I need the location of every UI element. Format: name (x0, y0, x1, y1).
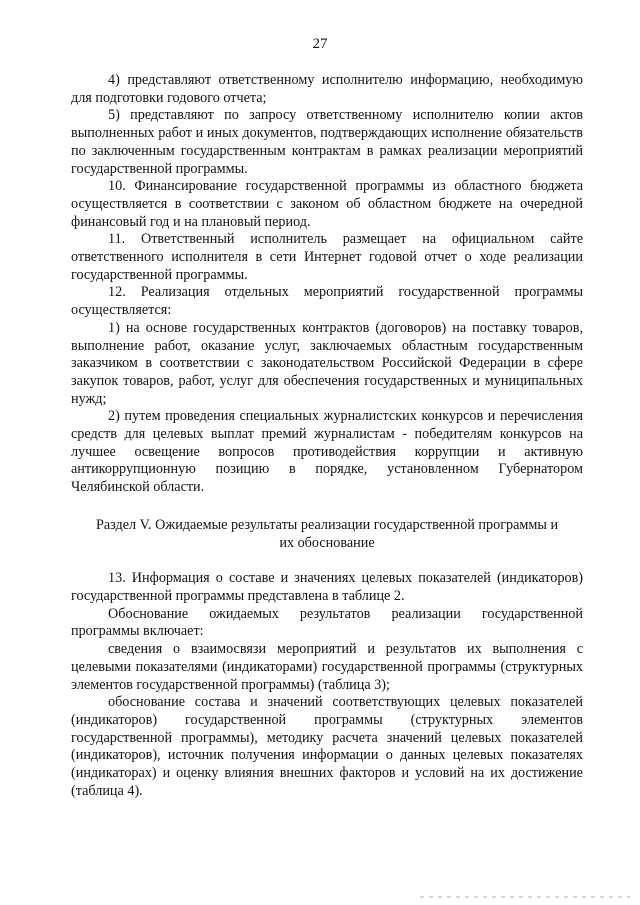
paragraph-clause-10: 10. Финансирование государственной программы из областного бюджета осуществляется в соответствии с законом об областном бюджете на очередной финансовый год и на плановый период. (71, 178, 583, 230)
paragraph-justification-intro: Обоснование ожидаемых результатов реализации государственной программы включает: (71, 605, 583, 640)
paragraph-justification-table-4: обоснование состава и значений соответствующих целевых показателей (индикаторов) государственной программы (структурных элементов государственной программы), методику расчета значений целевых показателей (индикаторов), источник получения информации о данных целевых показателях (индикаторах) и оценку влияния внешних факторов и условий на их достижение (таблица 4). (71, 694, 583, 799)
scan-artifact-line (420, 896, 630, 898)
paragraph-clause-13: 13. Информация о составе и значениях целевых показателей (индикаторов) государственной программы представлена в таблице 2. (71, 570, 583, 604)
section-title: Раздел V. Ожидаемые результаты реализации государственной программы и их обоснование (95, 516, 559, 551)
paragraph-clause-12-item-1: 1) на основе государственных контрактов (договоров) на поставку товаров, выполнение работ, оказание услуг, заключаемых областным государственным заказчиком в соответствии с законодательством Российской Федерации в сфере закупок товаров, работ, услуг для обеспечения государственных и муниципальных нужд; (71, 319, 583, 407)
paragraph-clause-12: 12. Реализация отдельных мероприятий государственной программы осуществляется: (71, 284, 583, 319)
page-number: 27 (312, 36, 328, 52)
paragraph-item-4: 4) представляют ответственному исполнителю информацию, необходимую для подготовки годового отчета; (71, 72, 583, 106)
paragraph-justification-table-3: сведения о взаимосвязи мероприятий и результатов их выполнения с целевыми показателями (индикаторами) государственной программы (структурных элементов государственной программы) (таблица 3); (71, 641, 583, 693)
paragraph-item-5: 5) представляют по запросу ответственному исполнителю копии актов выполненных работ и иных документов, подтверждающих исполнение обязательств по заключенным государственным контрактам в рамках реализации мероприятий государственной программы. (71, 107, 583, 177)
paragraph-clause-11: 11. Ответственный исполнитель размещает на официальном сайте ответственного исполнителя в сети Интернет годовой отчет о ходе реализации государственной программы. (71, 231, 583, 283)
document-body (71, 72, 583, 800)
paragraph-clause-12-item-2: 2) путем проведения специальных журналистских конкурсов и перечисления средств для целевых выплат премий журналистам - победителям конкурсов на лучшее освещение вопросов противодействия коррупции и активную антикоррупционную позицию в порядке, установленном Губернатором Челябинской области. (71, 408, 583, 496)
